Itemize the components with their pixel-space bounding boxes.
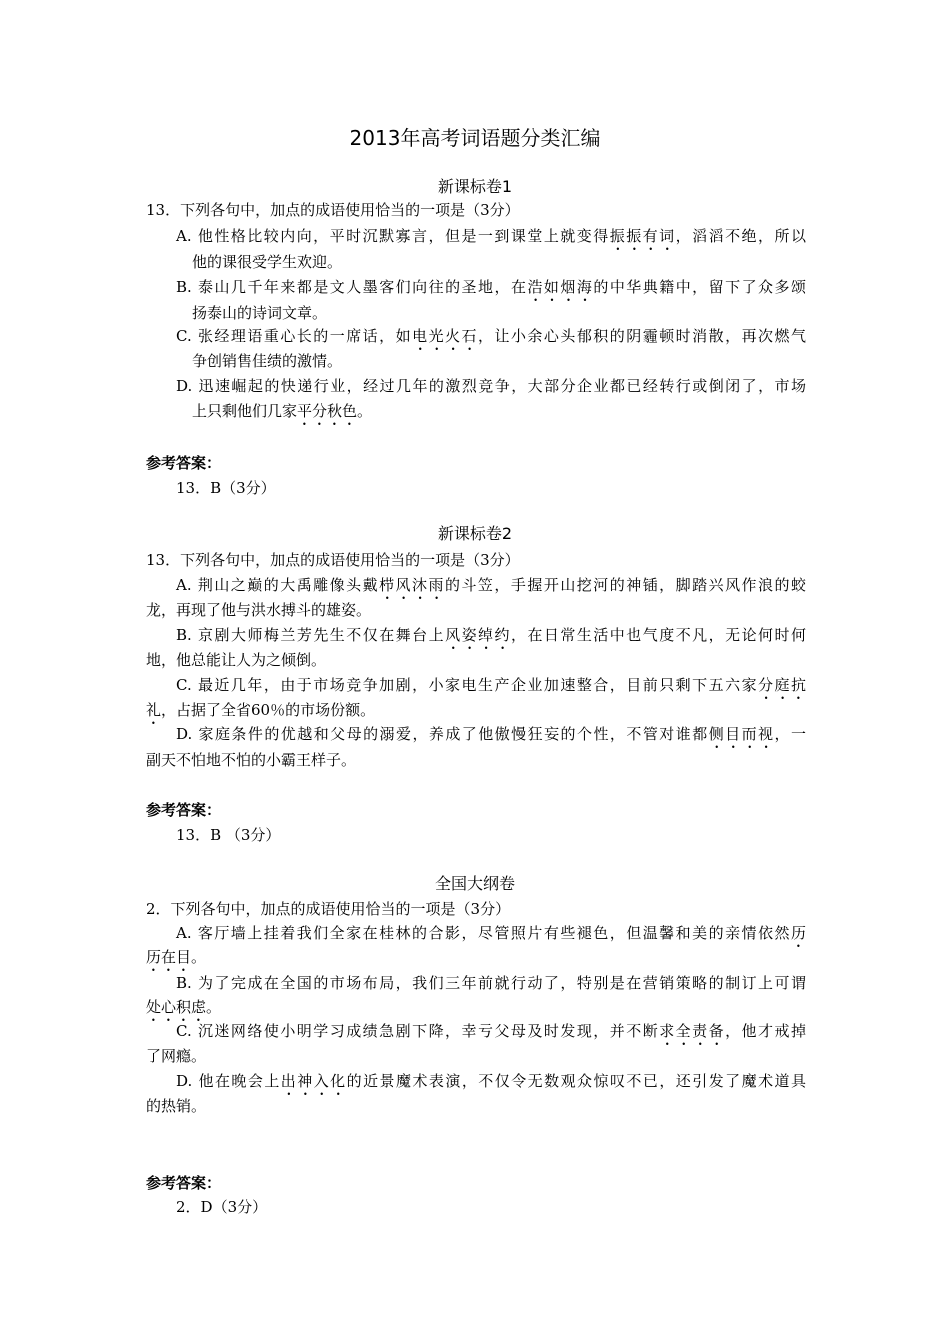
option-c-continuation: 了网瘾。 <box>146 1047 207 1065</box>
emphasized-idiom: 栉风沐雨 <box>379 576 445 594</box>
option-a-continuation: 历在目。 <box>146 948 207 966</box>
option-b-continuation: 扬泰山的诗词文章。 <box>192 304 328 322</box>
document-title: 2013年高考词语题分类汇编 <box>349 126 601 150</box>
option-b-line: B. 为了完成在全国的市场布局，我们三年前就行动了，特别是在营销策略的制订上可谓 <box>176 974 806 992</box>
answer-text: 2．D（3分） <box>176 1198 268 1216</box>
emphasized-idiom: 电光火石 <box>412 327 478 345</box>
question-stem: 13．下列各句中，加点的成语使用恰当的一项是（3分） <box>146 551 520 569</box>
emphasized-idiom: 礼 <box>146 701 162 719</box>
option-a-line: A. 荆山之巅的大禹雕像头戴栉风沐雨的斗笠，手握开山挖河的神锸，脚踏兴风作浪的蛟 <box>176 576 806 594</box>
option-d-continuation: 上只剩他们几家平分秋色。 <box>192 402 373 420</box>
emphasized-idiom: 平分秋色 <box>297 402 358 420</box>
option-b-line: B. 泰山几千年来都是文人墨客们向往的圣地，在浩如烟海的中华典籍中，留下了众多颂 <box>176 278 806 296</box>
emphasized-idiom: 分庭抗 <box>758 676 806 694</box>
option-d-continuation: 的热销。 <box>146 1097 207 1115</box>
option-c-line: C. 最近几年，由于市场竞争加剧，小家电生产企业加速整合，目前只剩下五六家分庭抗 <box>176 676 806 694</box>
emphasized-idiom: 浩如烟海 <box>527 278 594 296</box>
emphasized-idiom: 求全责备 <box>659 1022 726 1040</box>
option-c-line: C. 张经理语重心长的一席话，如电光火石，让小余心头郁积的阴霾顿时消散，再次燃气 <box>176 327 806 345</box>
option-b-continuation: 地，他总能让人为之倾倒。 <box>146 651 327 669</box>
option-a-continuation: 龙，再现了他与洪水搏斗的雄姿。 <box>146 601 372 619</box>
emphasized-idiom: 出神入化 <box>280 1072 347 1090</box>
option-c-continuation: 争创销售佳绩的激情。 <box>192 352 343 370</box>
emphasized-idiom: 振振有词 <box>609 227 676 245</box>
emphasized-idiom: 历在目 <box>146 948 192 966</box>
option-b-continuation: 处心积虑。 <box>146 998 222 1016</box>
answer-text: 13．B （3分） <box>176 826 281 844</box>
section-heading: 全国大纲卷 <box>434 874 515 893</box>
answer-label: 参考答案： <box>146 1174 222 1192</box>
option-c-line: C. 沉迷网络使小明学习成绩急剧下降，幸亏父母及时发现，并不断求全责备，他才戒掉 <box>176 1022 806 1040</box>
option-a-continuation: 他的课很受学生欢迎。 <box>192 253 343 271</box>
option-d-line: D. 迅速崛起的快递行业，经过几年的激烈竞争，大部分企业都已经转行或倒闭了，市场 <box>176 377 806 395</box>
option-a-line: A. 他性格比较内向，平时沉默寡言，但是一到课堂上就变得振振有词，滔滔不绝，所以 <box>176 227 806 245</box>
option-a-line: A. 客厅墙上挂着我们全家在桂林的合影，尽管照片有些褪色，但温馨和美的亲情依然历 <box>176 924 806 942</box>
option-d-continuation: 副天不怕地不怕的小霸王样子。 <box>146 751 357 769</box>
option-c-continuation: 礼，占据了全省60％的市场份额。 <box>146 701 376 719</box>
option-d-line: D. 家庭条件的优越和父母的溺爱，养成了他傲慢狂妄的个性，不管对谁都侧目而视，一 <box>176 725 806 743</box>
emphasized-idiom: 处心积虑 <box>146 998 207 1016</box>
question-stem: 13．下列各句中，加点的成语使用恰当的一项是（3分） <box>146 201 520 219</box>
section-heading: 新课标卷2 <box>437 524 513 543</box>
emphasized-idiom: 历 <box>790 924 806 942</box>
emphasized-idiom: 风姿绰约 <box>445 626 511 644</box>
section-heading: 新课标卷1 <box>437 177 513 196</box>
answer-text: 13．B（3分） <box>176 479 276 497</box>
answer-label: 参考答案： <box>146 454 222 472</box>
question-stem: 2．下列各句中，加点的成语使用恰当的一项是（3分） <box>146 900 511 918</box>
answer-label: 参考答案： <box>146 801 222 819</box>
emphasized-idiom: 侧目而视 <box>708 725 775 743</box>
option-d-line: D. 他在晚会上出神入化的近景魔术表演，不仅令无数观众惊叹不已，还引发了魔术道具 <box>176 1072 806 1090</box>
option-b-line: B. 京剧大师梅兰芳先生不仅在舞台上风姿绰约，在日常生活中也气度不凡，无论何时何 <box>176 626 806 644</box>
